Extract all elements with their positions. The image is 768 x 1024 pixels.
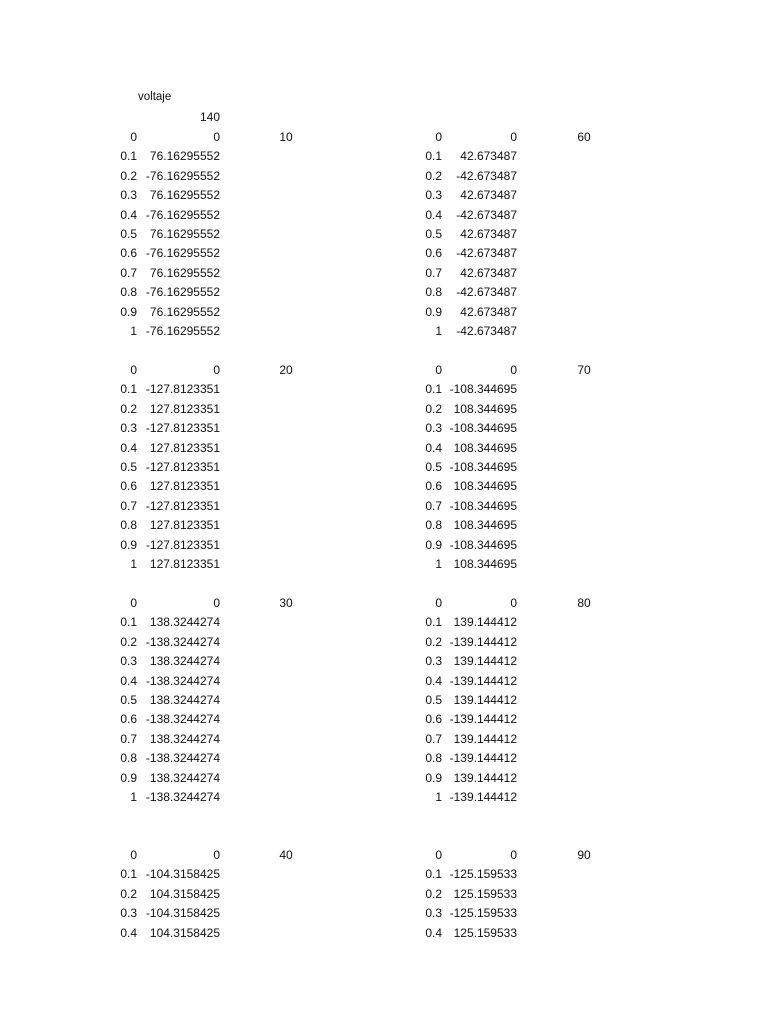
- voltage-cell: 127.8123351: [149, 557, 220, 571]
- voltage-cell: 125.159533: [453, 886, 517, 901]
- time-cell: 0.9: [425, 304, 442, 319]
- voltage-cell: -108.344695: [449, 382, 517, 397]
- voltage-cell: 0: [213, 596, 220, 610]
- voltage-cell: 0: [213, 363, 220, 377]
- time-cell: 0.4: [425, 673, 442, 688]
- time-cell: 0: [435, 596, 442, 610]
- time-cell: 0: [435, 130, 442, 144]
- voltage-cell: 0: [510, 130, 517, 144]
- voltage-cell: 42.673487: [460, 227, 517, 241]
- time-cell: 0.6: [425, 479, 442, 494]
- voltage-cell: -42.673487: [456, 246, 517, 261]
- time-cell: 0.7: [120, 265, 137, 280]
- time-cell: 0.3: [120, 188, 137, 203]
- time-cell: 0.2: [120, 168, 137, 183]
- voltage-cell: -125.159533: [449, 906, 517, 921]
- voltage-cell: 108.344695: [453, 440, 517, 455]
- time-cell: 0.7: [120, 731, 137, 746]
- time-cell: 0.2: [425, 634, 442, 649]
- voltage-cell: -104.3158425: [145, 867, 220, 882]
- time-cell: 0.3: [120, 654, 137, 669]
- time-cell: 0.6: [425, 246, 442, 261]
- time-cell: 0.1: [120, 149, 137, 164]
- time-cell: 0.3: [425, 906, 442, 921]
- voltage-cell: -127.8123351: [145, 460, 220, 474]
- time-cell: 0: [130, 363, 137, 377]
- time-cell: 0.5: [120, 227, 137, 241]
- time-cell: 0.4: [425, 207, 442, 222]
- time-cell: 0.4: [120, 925, 137, 940]
- voltage-cell: 139.144412: [453, 693, 517, 707]
- block-frequency: 10: [279, 130, 293, 144]
- time-cell: 0.5: [425, 227, 442, 241]
- block-frequency: 90: [577, 848, 591, 862]
- time-cell: 0.2: [120, 401, 137, 416]
- time-cell: 1: [435, 324, 442, 338]
- voltage-cell: 127.8123351: [149, 518, 220, 533]
- voltage-cell: -42.673487: [456, 207, 517, 222]
- time-cell: 0.9: [120, 770, 137, 785]
- time-cell: 0.7: [425, 265, 442, 280]
- voltage-cell: 0: [510, 848, 517, 862]
- voltage-cell: 127.8123351: [149, 479, 220, 494]
- time-cell: 1: [435, 557, 442, 571]
- voltage-cell: -108.344695: [449, 460, 517, 474]
- voltage-cell: -139.144412: [449, 751, 517, 766]
- voltage-cell: 108.344695: [453, 401, 517, 416]
- voltage-cell: -138.3244274: [145, 634, 220, 649]
- time-cell: 0.3: [425, 654, 442, 669]
- time-cell: 0.6: [425, 712, 442, 727]
- time-cell: 0.4: [120, 207, 137, 222]
- voltage-cell: 104.3158425: [149, 886, 220, 901]
- time-cell: 1: [130, 557, 137, 571]
- voltage-cell: -125.159533: [449, 867, 517, 882]
- time-cell: 0.5: [120, 460, 137, 474]
- voltage-cell: -138.3244274: [145, 712, 220, 727]
- voltage-cell: 76.16295552: [149, 265, 220, 280]
- block-frequency: 30: [279, 596, 293, 610]
- voltage-cell: 138.3244274: [149, 654, 220, 669]
- voltage-cell: 0: [213, 130, 220, 144]
- time-cell: 0.2: [120, 886, 137, 901]
- block-frequency: 80: [577, 596, 591, 610]
- voltage-cell: 108.344695: [453, 557, 517, 571]
- voltage-cell: 108.344695: [453, 479, 517, 494]
- voltage-cell: -127.8123351: [145, 382, 220, 397]
- time-cell: 0.1: [425, 867, 442, 882]
- time-cell: 0.4: [425, 440, 442, 455]
- time-cell: 0.6: [120, 712, 137, 727]
- time-cell: 0.6: [120, 479, 137, 494]
- block-frequency: 60: [577, 130, 591, 144]
- voltage-cell: -42.673487: [456, 168, 517, 183]
- time-cell: 0.4: [425, 925, 442, 940]
- time-cell: 0.4: [120, 673, 137, 688]
- voltage-cell: 125.159533: [453, 925, 517, 940]
- voltage-cell: -104.3158425: [145, 906, 220, 921]
- voltage-cell: -76.16295552: [145, 324, 220, 338]
- voltage-cell: 138.3244274: [149, 731, 220, 746]
- time-cell: 0.2: [120, 634, 137, 649]
- voltage-cell: -42.673487: [456, 285, 517, 300]
- time-cell: 0.1: [425, 149, 442, 164]
- voltage-cell: -138.3244274: [145, 790, 220, 804]
- voltage-cell: 76.16295552: [149, 227, 220, 241]
- time-cell: 0.8: [425, 751, 442, 766]
- time-cell: 0.5: [120, 693, 137, 707]
- voltage-cell: 76.16295552: [149, 149, 220, 164]
- time-cell: 1: [130, 324, 137, 338]
- block-frequency: 20: [279, 363, 293, 377]
- voltage-cell: 0: [213, 848, 220, 862]
- voltage-cell: -139.144412: [449, 634, 517, 649]
- time-cell: 0.3: [425, 421, 442, 436]
- voltage-cell: 138.3244274: [149, 693, 220, 707]
- time-cell: 0.8: [425, 518, 442, 533]
- voltage-cell: 104.3158425: [149, 925, 220, 940]
- voltage-cell: 138.3244274: [149, 770, 220, 785]
- block-frequency: 40: [279, 848, 293, 862]
- voltage-cell: 42.673487: [460, 149, 517, 164]
- voltage-cell: -127.8123351: [145, 498, 220, 513]
- voltage-cell: 0: [510, 596, 517, 610]
- time-cell: 0.8: [120, 751, 137, 766]
- time-cell: 0.2: [425, 886, 442, 901]
- time-cell: 0: [435, 363, 442, 377]
- voltage-cell: 139.144412: [453, 615, 517, 630]
- voltage-cell: -76.16295552: [145, 246, 220, 261]
- voltage-cell: 127.8123351: [149, 401, 220, 416]
- time-cell: 0.9: [425, 770, 442, 785]
- time-cell: 0.7: [425, 498, 442, 513]
- time-cell: 0.9: [120, 537, 137, 552]
- voltage-cell: -108.344695: [449, 537, 517, 552]
- voltage-cell: -138.3244274: [145, 673, 220, 688]
- time-cell: 0.8: [120, 518, 137, 533]
- voltage-cell: -139.144412: [449, 712, 517, 727]
- time-cell: 0.3: [120, 906, 137, 921]
- time-cell: 0: [130, 596, 137, 610]
- time-cell: 0: [435, 848, 442, 862]
- time-cell: 1: [435, 790, 442, 804]
- voltage-cell: -127.8123351: [145, 421, 220, 436]
- voltage-cell: -138.3244274: [145, 751, 220, 766]
- time-cell: 0.9: [425, 537, 442, 552]
- time-cell: 0.1: [120, 615, 137, 630]
- time-cell: 0.3: [120, 421, 137, 436]
- time-cell: 0.1: [120, 382, 137, 397]
- voltage-cell: 76.16295552: [149, 188, 220, 203]
- time-cell: 0.6: [120, 246, 137, 261]
- time-cell: 0.5: [425, 460, 442, 474]
- time-cell: 0.1: [425, 615, 442, 630]
- time-cell: 0.2: [425, 401, 442, 416]
- voltage-cell: 0: [510, 363, 517, 377]
- time-cell: 0: [130, 130, 137, 144]
- voltage-cell: -76.16295552: [145, 285, 220, 300]
- time-cell: 0.3: [425, 188, 442, 203]
- voltage-cell: 138.3244274: [149, 615, 220, 630]
- time-cell: 0.7: [425, 731, 442, 746]
- time-cell: 0.5: [425, 693, 442, 707]
- voltage-cell: 76.16295552: [149, 304, 220, 319]
- time-cell: 0.8: [425, 285, 442, 300]
- voltage-cell: 139.144412: [453, 654, 517, 669]
- voltage-cell: -108.344695: [449, 498, 517, 513]
- time-cell: 1: [130, 790, 137, 804]
- voltage-cell: -127.8123351: [145, 537, 220, 552]
- voltage-cell: 108.344695: [453, 518, 517, 533]
- time-cell: 0.8: [120, 285, 137, 300]
- time-cell: 0.2: [425, 168, 442, 183]
- voltage-cell: -139.144412: [449, 673, 517, 688]
- voltage-cell: 42.673487: [460, 304, 517, 319]
- voltage-cell: 127.8123351: [149, 440, 220, 455]
- voltage-cell: -76.16295552: [145, 168, 220, 183]
- time-cell: 0.9: [120, 304, 137, 319]
- top-value: 140: [199, 110, 220, 124]
- voltage-cell: 139.144412: [453, 770, 517, 785]
- time-cell: 0.1: [425, 382, 442, 397]
- voltage-cell: 139.144412: [453, 731, 517, 746]
- voltage-cell: -76.16295552: [145, 207, 220, 222]
- time-cell: 0: [130, 848, 137, 862]
- time-cell: 0.4: [120, 440, 137, 455]
- voltage-cell: 42.673487: [460, 265, 517, 280]
- voltage-cell: -108.344695: [449, 421, 517, 436]
- time-cell: 0.1: [120, 867, 137, 882]
- block-frequency: 70: [577, 363, 591, 377]
- voltage-cell: -139.144412: [449, 790, 517, 804]
- column-header-voltaje: voltaje: [138, 91, 172, 103]
- voltage-cell: 42.673487: [460, 188, 517, 203]
- voltage-cell: -42.673487: [456, 324, 517, 338]
- time-cell: 0.7: [120, 498, 137, 513]
